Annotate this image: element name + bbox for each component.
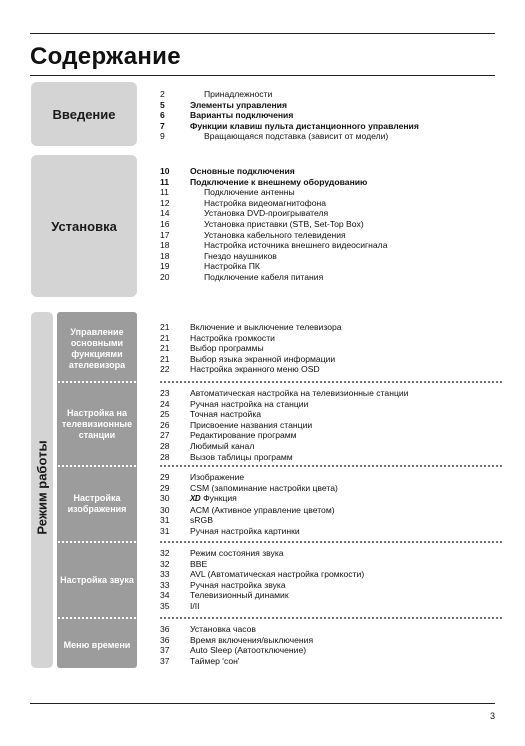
- toc-page-number: 18: [160, 250, 170, 261]
- modes-group-label: Меню времени: [63, 639, 131, 650]
- toc-entry-text: [190, 166, 295, 177]
- toc-page-number: 32: [160, 558, 170, 569]
- toc-page-number: 37: [160, 645, 170, 656]
- page-title: Содержание: [30, 43, 181, 70]
- dotted-separator: [160, 381, 502, 383]
- toc-page-number: 27: [160, 430, 170, 441]
- toc-entry-label: Подключение кабеля питания: [204, 271, 324, 282]
- toc-entry-text: [190, 343, 264, 354]
- bottom-rule: [30, 703, 495, 704]
- toc-entry-label: Варианты подключения: [190, 110, 294, 121]
- toc-page-number: 28: [160, 451, 170, 462]
- toc-entry-text: [190, 240, 387, 251]
- toc-entry-text: [190, 198, 326, 209]
- toc-entry-label: Включение и выключение телевизора: [190, 322, 342, 332]
- toc-entry: [160, 635, 313, 646]
- toc-page-number: 37: [160, 655, 170, 666]
- toc-page-number: 17: [160, 229, 170, 240]
- toc-entry-text: [190, 601, 200, 612]
- toc-page-number: 24: [160, 398, 170, 409]
- toc-entry: [160, 590, 364, 601]
- toc-entry: [160, 548, 364, 559]
- toc-entry: [160, 493, 338, 505]
- title-rule: [30, 75, 495, 76]
- toc-entry-text: [190, 364, 320, 375]
- toc-entry: [160, 388, 408, 399]
- toc-entry-label: Таймер 'сон': [190, 655, 240, 666]
- toc-entry-label: Выбор языка экранной информации: [190, 353, 336, 364]
- toc-page-number: 5: [160, 99, 165, 110]
- toc-entry: [160, 166, 387, 177]
- toc-entry-label: Установка DVD-проигрывателя: [204, 208, 329, 219]
- subpanel-separator: [58, 617, 136, 619]
- modes-group-entries: [160, 322, 342, 375]
- toc-entry: [160, 333, 342, 344]
- toc-entry: [160, 580, 364, 591]
- toc-page-number: 21: [160, 343, 170, 354]
- modes-group-entries: [160, 624, 313, 666]
- toc-entry-text: [190, 635, 313, 646]
- toc-entry-text: [190, 559, 207, 570]
- toc-page-number: 19: [160, 261, 170, 272]
- toc-entry-text: [190, 272, 323, 283]
- xd-logo: XD: [190, 494, 201, 504]
- toc-entry-label: Присвоение названия станции: [190, 419, 313, 430]
- toc-page-number: 33: [160, 569, 170, 580]
- toc-entry-text: [190, 230, 346, 241]
- toc-entry: [160, 272, 387, 283]
- toc-entry: [160, 569, 364, 580]
- toc-entry-label: Режим состояния звука: [190, 548, 284, 558]
- toc-entry-text: [190, 580, 286, 591]
- toc-page-number: 9: [160, 131, 165, 142]
- toc-entry: [160, 230, 387, 241]
- toc-entry-label: Ручная настройка звука: [190, 579, 286, 590]
- toc-page-number: 33: [160, 579, 170, 590]
- toc-entry-text: [190, 399, 308, 410]
- toc-entry-label: CSM (запоминание настройки цвета): [190, 482, 338, 493]
- toc-entry: [160, 526, 338, 537]
- toc-entry-label: Редактирование программ: [190, 430, 297, 441]
- toc-page-number: 18: [160, 240, 170, 251]
- toc-page-number: 32: [160, 548, 170, 558]
- toc-entry-label: BBE: [190, 558, 208, 569]
- toc-entry-label: Подключение к внешнему оборудованию: [190, 176, 368, 187]
- toc-entry-text: [190, 548, 284, 559]
- toc-page-number: 11: [160, 187, 169, 198]
- toc-entry: [160, 322, 342, 333]
- toc-entry-text: [190, 354, 335, 365]
- toc-entry: [160, 559, 364, 570]
- toc-entry: [160, 89, 419, 100]
- intro-entries: [160, 89, 419, 142]
- toc-entry-text: [190, 430, 297, 441]
- dotted-separator: [160, 541, 502, 543]
- dotted-separator: [160, 465, 502, 467]
- toc-entry: [160, 121, 419, 132]
- toc-entry-label: Элементы управления: [190, 99, 287, 110]
- toc-page-number: 30: [160, 504, 170, 515]
- toc-page-number: 30: [160, 493, 170, 504]
- toc-page-number: 21: [160, 332, 170, 343]
- toc-page-number: 29: [160, 472, 170, 482]
- toc-entry-text: [190, 590, 289, 601]
- toc-page-number: 12: [160, 197, 170, 208]
- toc-page-number: 16: [160, 218, 170, 229]
- toc-entry: [160, 656, 313, 667]
- toc-entry-label: Ручная настройка на станции: [190, 398, 309, 409]
- toc-entry-label: Настройка громкости: [190, 332, 275, 343]
- top-rule: [30, 33, 495, 34]
- toc-entry: [160, 441, 408, 452]
- toc-entry: [160, 240, 387, 251]
- toc-entry-label: Ручная настройка картинки: [190, 525, 300, 536]
- toc-page-number: 36: [160, 634, 170, 645]
- toc-entry-label: Телевизионный динамик: [190, 590, 289, 601]
- toc-page-number: 35: [160, 600, 170, 611]
- toc-entry: [160, 110, 419, 121]
- modes-group-entries: [160, 472, 338, 537]
- toc-page-number: 11: [160, 176, 170, 187]
- toc-entry-text: [190, 526, 300, 537]
- modes-group-entries: [160, 548, 364, 612]
- toc-entry: [160, 505, 338, 516]
- page-number: 3: [489, 711, 495, 721]
- toc-entry-label: Подключение антенны: [204, 187, 295, 198]
- toc-entry-text: [190, 322, 342, 333]
- toc-page-number: 20: [160, 271, 170, 282]
- toc-entry-text: [190, 208, 328, 219]
- toc-entry: [160, 624, 313, 635]
- toc-entry: [160, 430, 408, 441]
- toc-entry: [160, 515, 338, 526]
- toc-entry: [160, 601, 364, 612]
- toc-entry-label: Гнездо наушников: [204, 250, 277, 261]
- toc-entry: [160, 409, 408, 420]
- toc-page-number: 29: [160, 482, 170, 493]
- toc-entry: [160, 187, 387, 198]
- toc-page-number: 31: [160, 525, 170, 536]
- toc-entry-text: [190, 131, 388, 142]
- toc-page-number: 2: [160, 89, 165, 99]
- toc-page-number: 23: [160, 388, 170, 398]
- toc-entry-label: AVL (Автоматическая настройка громкости): [190, 569, 365, 580]
- toc-entry: [160, 198, 387, 209]
- toc-page-number: 7: [160, 120, 165, 131]
- toc-entry: [160, 219, 387, 230]
- toc-page-number: 6: [160, 110, 165, 121]
- intro-label: Введение: [52, 106, 116, 122]
- toc-entry-text: [190, 493, 237, 505]
- toc-entry-label: Установка часов: [190, 624, 257, 634]
- toc-entry-text: [190, 656, 240, 667]
- toc-entry-text: [190, 472, 244, 483]
- toc-entry: [160, 100, 419, 111]
- toc-entry-text: [190, 505, 335, 516]
- toc-entry-label: Изображение: [190, 472, 245, 482]
- toc-entry-text: [190, 333, 275, 344]
- toc-entry-text: [190, 388, 408, 399]
- modes-label: Режим работы: [34, 440, 50, 535]
- toc-entry-label: Принадлежности: [204, 89, 273, 99]
- toc-entry-text: [190, 219, 364, 230]
- toc-page-number: 22: [160, 364, 170, 375]
- toc-entry-text: [190, 177, 367, 188]
- toc-entry-label: Функции клавиш пульта дистанционного управления: [190, 120, 419, 131]
- toc-page-number: 10: [160, 166, 170, 176]
- toc-entry-text: [190, 420, 312, 431]
- dotted-separator: [160, 617, 502, 619]
- toc-entry-text: [190, 89, 272, 100]
- toc-entry-label: Выбор программы: [190, 343, 264, 354]
- toc-entry-text: [190, 251, 277, 262]
- toc-entry: [160, 645, 313, 656]
- toc-entry-label: Любимый канал: [190, 440, 255, 451]
- toc-page-number: 28: [160, 440, 170, 451]
- modes-group-label: Настройка на телевизионные станции: [61, 407, 133, 440]
- toc-entry-label: ACM (Активное управление цветом): [190, 504, 335, 515]
- toc-entry: [160, 131, 419, 142]
- modes-group-entries: [160, 388, 408, 462]
- toc-entry-label: Автоматическая настройка на телевизионные станции: [190, 388, 409, 398]
- toc-entry-label: Настройка источника внешнего видеосигнала: [204, 240, 388, 251]
- toc-entry-text: [190, 515, 213, 526]
- toc-entry-text: [190, 187, 295, 198]
- toc-entry-label: Вращающаяся подставка (зависит от модели): [204, 131, 389, 142]
- toc-entry: [160, 452, 408, 463]
- toc-entry: [160, 472, 338, 483]
- toc-entry-label: sRGB: [190, 515, 213, 526]
- toc-entry-label: Настройка видеомагнитофона: [204, 197, 326, 208]
- toc-entry-label: Функция: [203, 493, 237, 504]
- toc-page-number: 36: [160, 624, 170, 634]
- toc-entry-text: [190, 624, 256, 635]
- modes-group-label: Управление основными функциями ателевизора: [68, 327, 126, 370]
- toc-entry-text: [190, 483, 338, 494]
- toc-entry-label: Время включения/выключения: [190, 634, 314, 645]
- toc-entry-text: [190, 110, 293, 121]
- toc-entry: [160, 343, 342, 354]
- toc-entry-label: Настройка ПК: [204, 261, 260, 272]
- toc-page-number: 21: [160, 353, 170, 364]
- toc-page-number: 25: [160, 409, 170, 420]
- toc-entry: [160, 354, 342, 365]
- toc-page-number: 26: [160, 419, 170, 430]
- toc-entry: [160, 483, 338, 494]
- toc-entry: [160, 261, 387, 272]
- toc-entry-label: Основные подключения: [190, 166, 295, 176]
- install-entries: [160, 166, 387, 283]
- install-label: Установка: [51, 218, 117, 234]
- toc-entry-label: I/II: [190, 600, 200, 611]
- toc-entry-label: Вызов таблицы программ: [190, 451, 293, 462]
- toc-entry-label: Настройка экранного меню OSD: [190, 364, 320, 375]
- modes-group-label: Настройка изображения: [67, 493, 127, 514]
- toc-entry: [160, 251, 387, 262]
- subpanel-separator: [58, 381, 136, 383]
- toc-page-number: 21: [160, 322, 170, 332]
- toc-entry-text: [190, 441, 254, 452]
- toc-page-number: 31: [160, 515, 170, 526]
- toc-page-number: 14: [160, 208, 170, 219]
- subpanel-separator: [58, 541, 136, 543]
- toc-entry: [160, 364, 342, 375]
- toc-entry: [160, 399, 408, 410]
- toc-entry-label: Auto Sleep (Автоотключение): [190, 645, 307, 656]
- toc-entry: [160, 420, 408, 431]
- toc-entry-text: [190, 452, 293, 463]
- toc-entry-text: [190, 645, 306, 656]
- toc-entry-text: [190, 261, 260, 272]
- modes-vertical-tab: [31, 312, 53, 668]
- toc-entry-text: [190, 409, 261, 420]
- toc-entry: [160, 208, 387, 219]
- toc-entry-text: [190, 100, 287, 111]
- toc-entry-text: [190, 121, 419, 132]
- toc-entry: [160, 177, 387, 188]
- toc-entry-label: Точная настройка: [190, 409, 262, 420]
- toc-entry-label: Установка приставки (STB, Set-Top Box): [204, 218, 364, 229]
- subpanel-separator: [58, 465, 136, 467]
- modes-group-label: Настройка звука: [60, 574, 134, 585]
- toc-page-number: 34: [160, 590, 170, 601]
- toc-entry-label: Установка кабельного телевидения: [204, 229, 346, 240]
- toc-entry-text: [190, 569, 364, 580]
